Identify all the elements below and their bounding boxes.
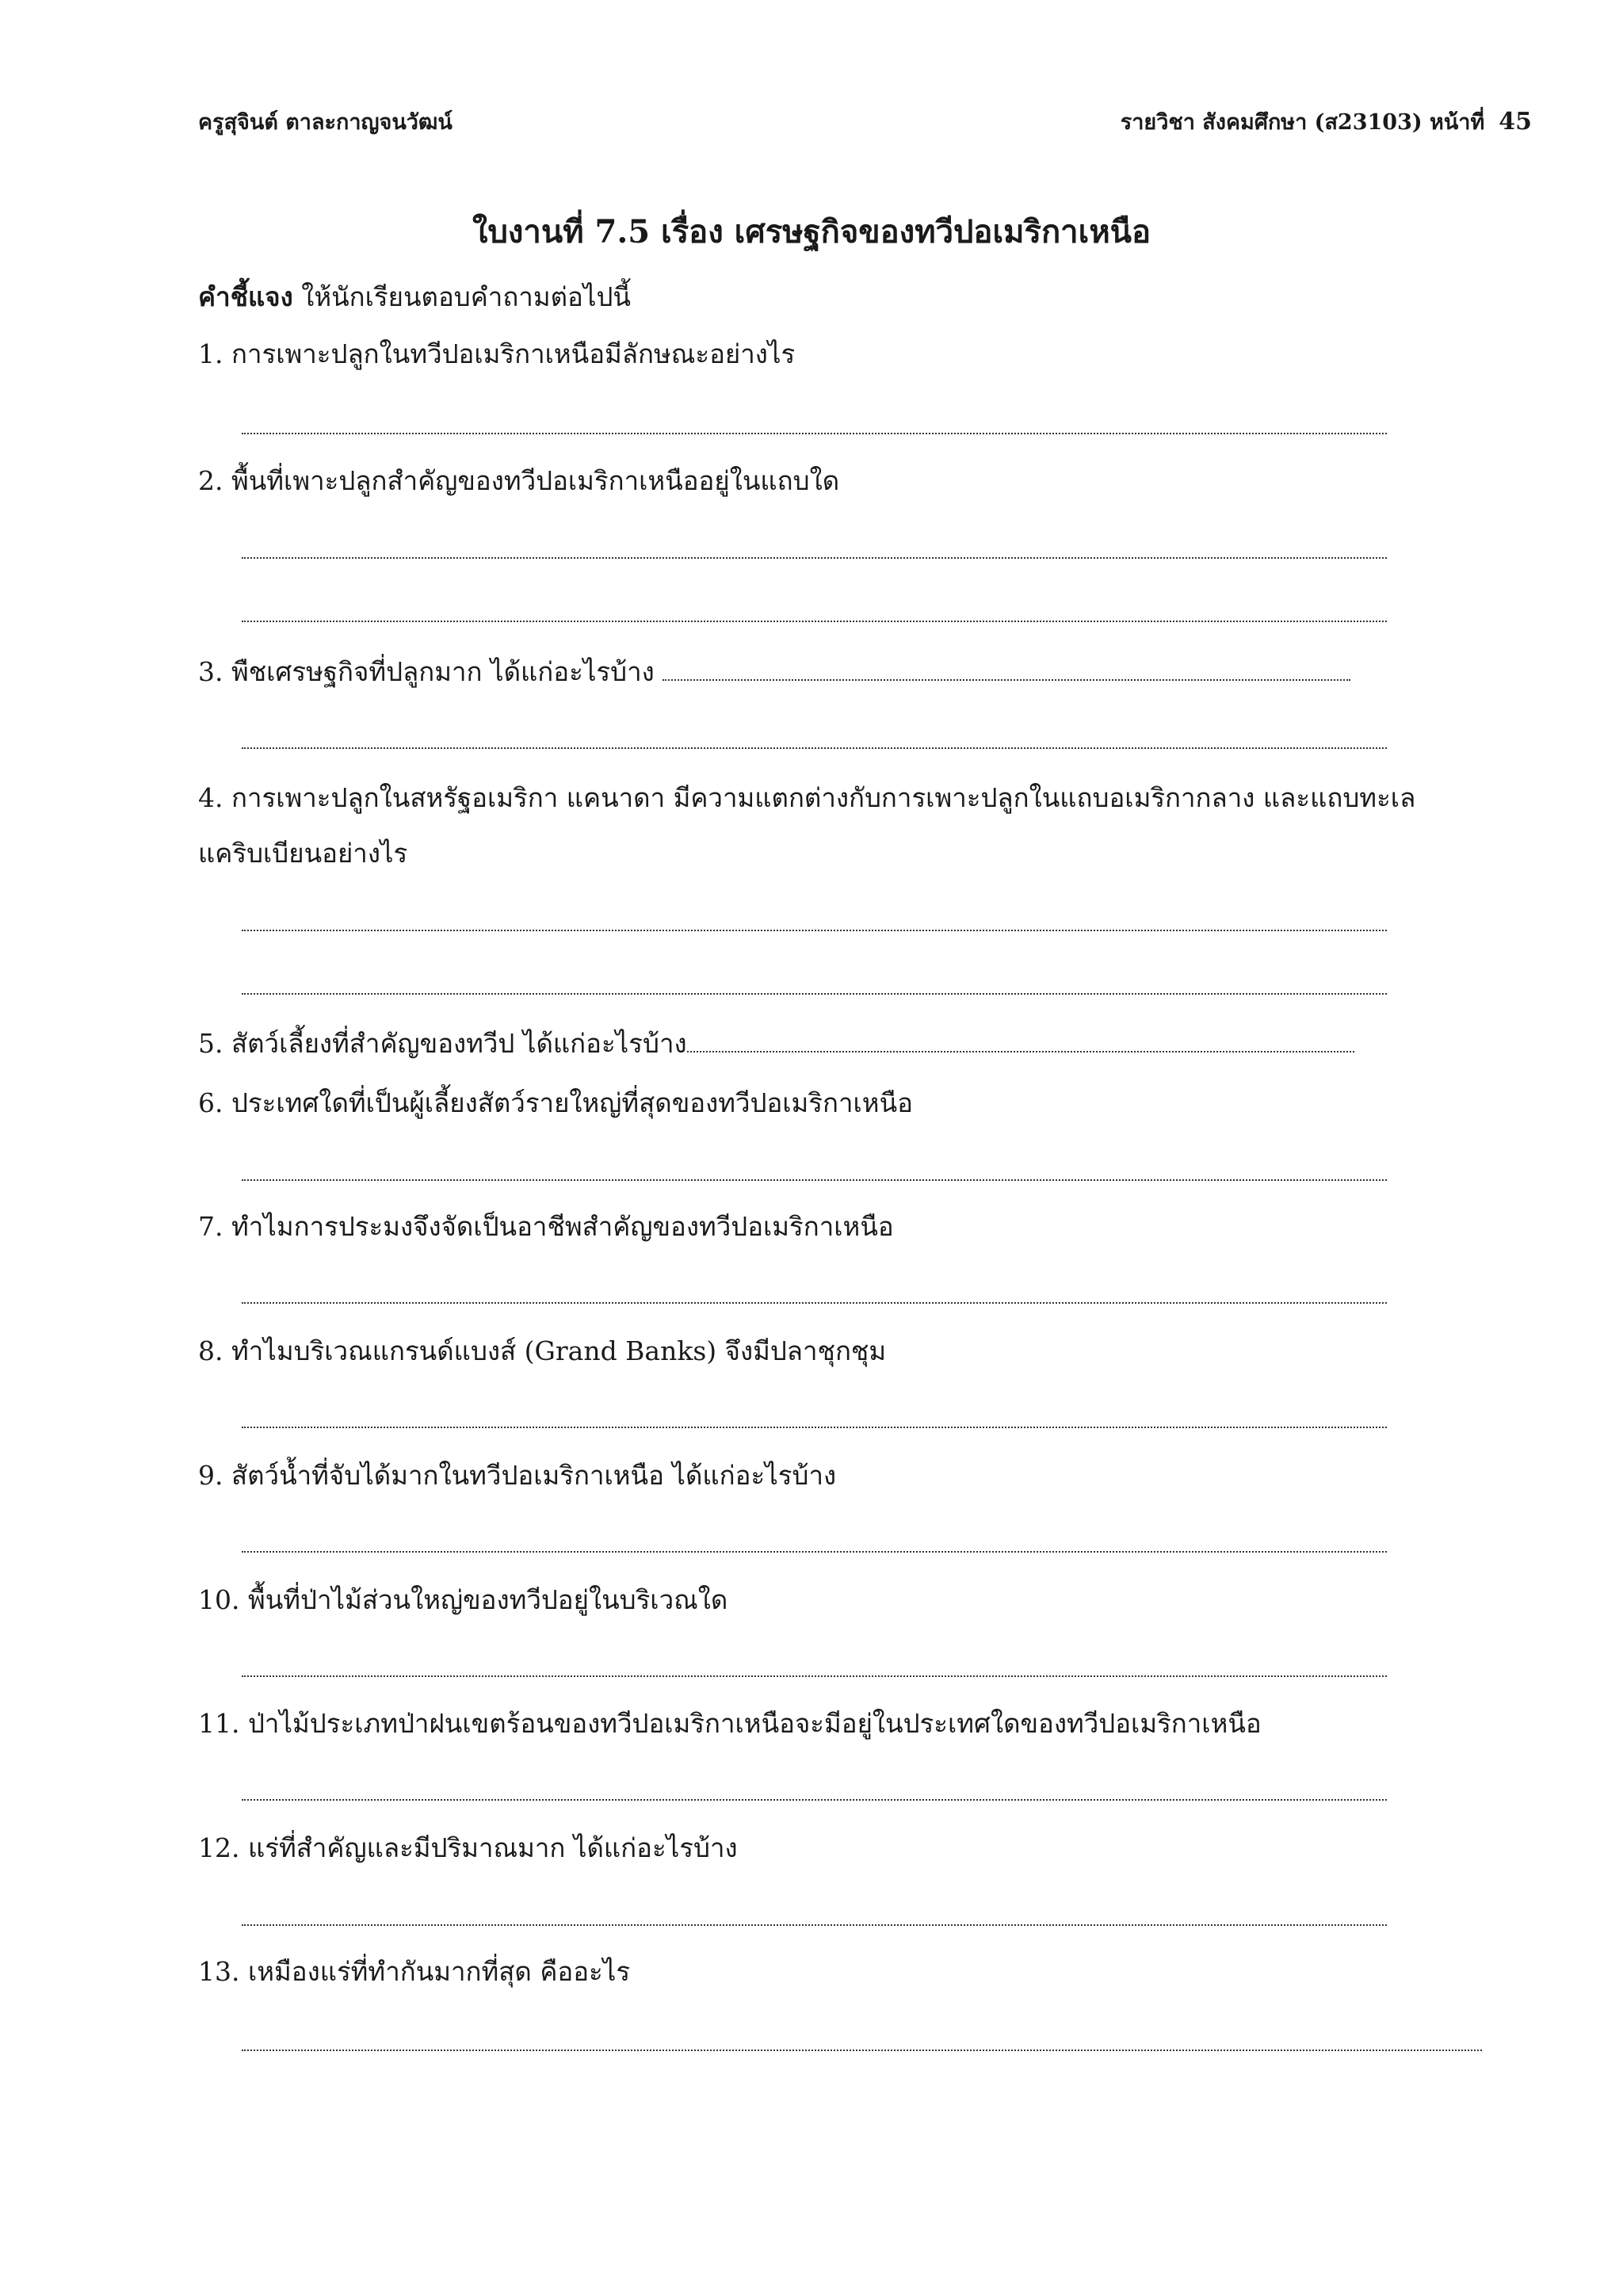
answer-inline-3[interactable] — [663, 659, 1350, 681]
question-13: 13. เหมืองแร่ที่ทำกันมากที่สุด คืออะไร — [198, 1956, 631, 1987]
answer-line-10[interactable] — [242, 1675, 1387, 1677]
question-3-row — [198, 655, 1350, 690]
question-10: 10. พื้นที่ป่าไม้ส่วนใหญ่ของทวีปอยู่ในบริเวณใด — [198, 1584, 728, 1615]
question-6: 6. ประเทศใดที่เป็นผู้เลี้ยงสัตว์รายใหญ่ที่สุดของทวีปอเมริกาเหนือ — [198, 1087, 913, 1118]
instruction — [198, 276, 631, 318]
answer-line-3[interactable] — [242, 747, 1387, 749]
instruction-text: ให้นักเรียนตอบคำถามต่อไปนี้ — [292, 281, 631, 312]
question-11: 11. ป่าไม้ประเภทป่าฝนเขตร้อนของทวีปอเมริกาเหนือจะมีอยู่ในประเทศใดของทวีปอเมริกาเหนือ — [198, 1708, 1262, 1739]
worksheet-title: ใบงานที่ 7.5 เรื่อง เศรษฐกิจของทวีปอเมริกาเหนือ — [472, 213, 1151, 250]
answer-line-2b[interactable] — [242, 621, 1387, 622]
question-5-row — [198, 1026, 1354, 1061]
header-subject-text: รายวิชา สังคมศึกษา (ส23103) หน้าที่ — [1120, 110, 1485, 135]
question-8: 8. ทำไมบริเวณแกรนด์แบงส์ (Grand Banks) จึงมีปลาชุกชุม — [198, 1335, 887, 1366]
answer-line-4a[interactable] — [242, 930, 1387, 931]
answer-line-1[interactable] — [242, 433, 1387, 434]
instruction-label: คำชี้แจง — [198, 281, 293, 312]
question-4: 4. การเพาะปลูกในสหรัฐอเมริกา แคนาดา มีความแตกต่างกับการเพาะปลูกในแถบอเมริกากลาง และแถบทะเล — [198, 782, 1416, 813]
answer-line-13[interactable] — [242, 2050, 1482, 2051]
question-1: 1. การเพาะปลูกในทวีปอเมริกาเหนือมีลักษณะอย่างไร — [198, 338, 796, 369]
question-5: 5. สัตว์เลี้ยงที่สำคัญของทวีป ได้แก่อะไรบ้าง — [198, 1028, 687, 1059]
answer-inline-5[interactable] — [687, 1030, 1354, 1052]
question-3: 3. พืชเศรษฐกิจที่ปลูกมาก ได้แก่อะไรบ้าง — [198, 656, 655, 687]
answer-line-4b[interactable] — [242, 993, 1387, 995]
answer-line-12[interactable] — [242, 1924, 1387, 1926]
question-12: 12. แร่ที่สำคัญและมีปริมาณมาก ได้แก่อะไรบ้าง — [198, 1832, 738, 1863]
header-subject — [1121, 105, 1532, 139]
answer-line-11[interactable] — [242, 1799, 1387, 1801]
answer-line-9[interactable] — [242, 1551, 1387, 1553]
answer-line-6[interactable] — [242, 1179, 1387, 1181]
answer-line-8[interactable] — [242, 1427, 1387, 1428]
question-4-cont: แคริบเบียนอย่างไร — [198, 838, 408, 869]
answer-line-7[interactable] — [242, 1302, 1387, 1304]
question-9: 9. สัตว์น้ำที่จับได้มากในทวีปอเมริกาเหนือ ได้แก่อะไรบ้าง — [198, 1460, 837, 1491]
page-number: 45 — [1499, 108, 1532, 136]
answer-line-2a[interactable] — [242, 557, 1387, 559]
question-7: 7. ทำไมการประมงจึงจัดเป็นอาชีพสำคัญของทวีปอเมริกาเหนือ — [198, 1211, 894, 1242]
header-author: ครูสุจินต์ ตาละกาญจนวัฒน์ — [198, 110, 453, 135]
question-2: 2. พื้นที่เพาะปลูกสำคัญของทวีปอเมริกาเหนืออยู่ในแถบใด — [198, 465, 840, 496]
